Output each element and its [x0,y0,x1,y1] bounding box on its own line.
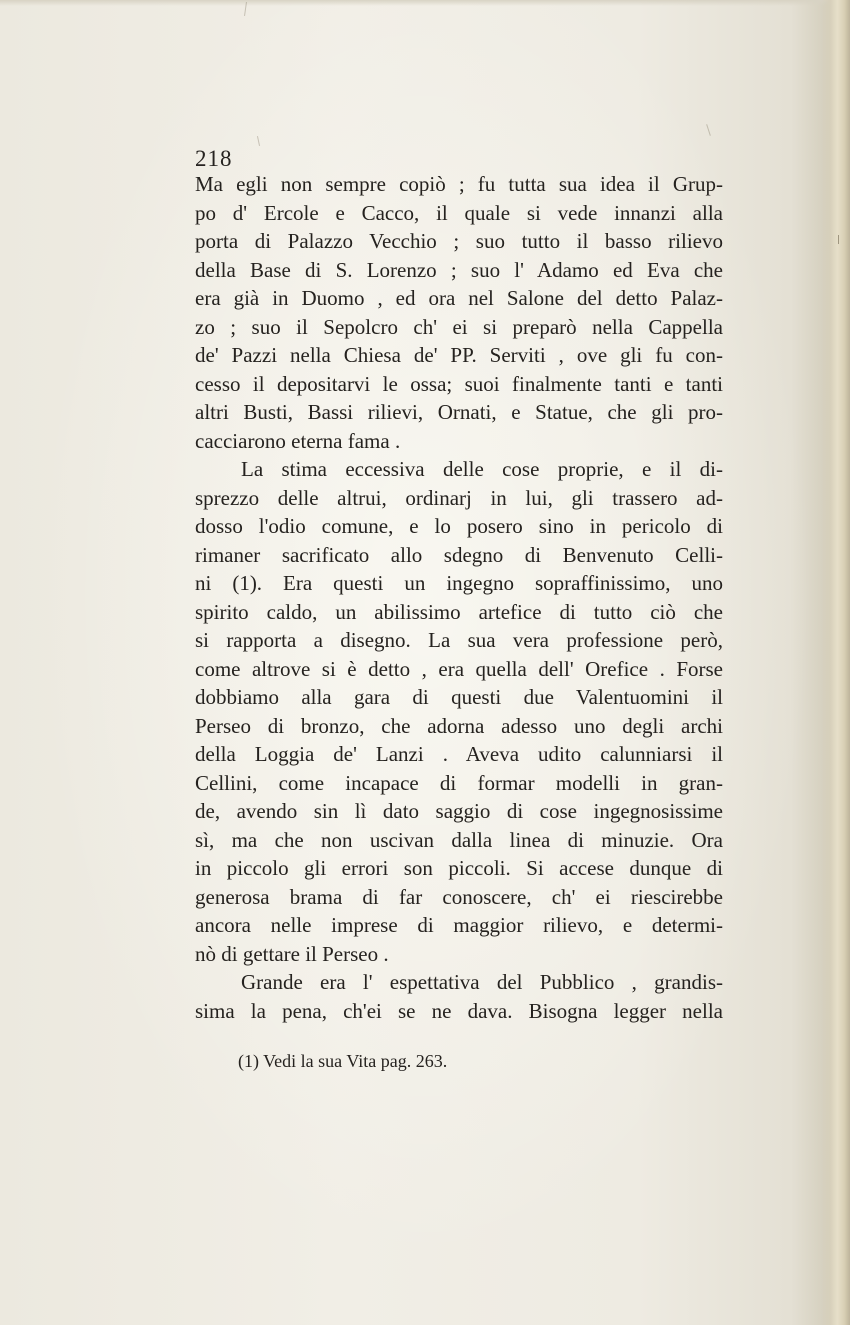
text-line: dobbiamo alla gara di questi due Valentuomini il [195,685,723,709]
text-line: porta di Palazzo Vecchio ; suo tutto il basso rilievo [195,229,723,253]
text-line-paragraph-start: La stima eccessiva delle cose proprie, e il di- [241,457,723,481]
text-line: spirito caldo, un abilissimo artefice di tutto ciò che [195,599,723,624]
text-line: come altrove si è detto , era quella dell' Orefice . Forse [195,656,723,681]
text-line-paragraph-end: cacciarono eterna fama . [195,428,401,453]
text-line: Ma egli non sempre copiò ; fu tutta sua idea il Grup- [195,172,723,196]
text-line: rimaner sacrificato allo sdegno di Benvenuto Celli- [195,542,723,567]
text-line-paragraph-end: nò di gettare il Perseo . [195,941,389,966]
text-line: generosa brama di far conoscere, ch' ei riescirebbe [195,884,723,909]
footnote: (1) Vedi la sua Vita pag. 263. [238,1051,448,1071]
text-line: della Base di S. Lorenzo ; suo l' Adamo ed Eva che [195,257,723,282]
page-right-edge [822,0,850,1325]
text-line: po d' Ercole e Cacco, il quale si vede innanzi alla [195,200,723,225]
text-line: sprezzo delle altrui, ordinarj in lui, gli trassero ad- [195,485,723,510]
text-line: della Loggia de' Lanzi . Aveva udito calunniarsi il [195,742,723,766]
text-line: in piccolo gli errori son piccoli. Si accese dunque di [195,856,723,880]
body-text [195,170,723,1025]
text-line: ni (1). Era questi un ingegno sopraffinissimo, uno [195,571,723,595]
paper-blemish [706,124,711,136]
text-line: si rapporta a disegno. La sua vera professione però, [195,628,723,652]
text-line: dosso l'odio comune, e lo posero sino in pericolo di [195,514,723,538]
text-line: Perseo di bronzo, che adorna adesso uno degli archi [195,713,723,738]
text-line: cesso il depositarvi le ossa; suoi finalmente tanti e tanti [195,371,723,396]
text-line: ancora nelle imprese di maggior rilievo, e determi- [195,913,723,937]
page-top-edge [0,0,850,6]
text-line: era già in Duomo , ed ora nel Salone del detto Palaz- [195,286,723,310]
paper-blemish [838,235,839,244]
text-line-paragraph-start: Grande era l' espettativa del Pubblico , grandis- [241,970,723,994]
text-line: sì, ma che non uscivan dalla linea di minuzie. Ora [195,827,723,852]
text-line: sima la pena, ch'ei se ne dava. Bisogna legger nella [195,998,723,1023]
paper-blemish [257,136,260,146]
text-line: de' Pazzi nella Chiesa de' PP. Serviti , ove gli fu con- [195,343,723,367]
text-line: de, avendo sin lì dato saggio di cose ingegnosissime [195,799,723,823]
page-number: 218 [195,146,233,171]
text-line: Cellini, come incapace di formar modelli in gran- [195,770,723,795]
text-line: zo ; suo il Sepolcro ch' ei si preparò nella Cappella [195,314,723,339]
text-line: altri Busti, Bassi rilievi, Ornati, e Statue, che gli pro- [195,400,723,424]
